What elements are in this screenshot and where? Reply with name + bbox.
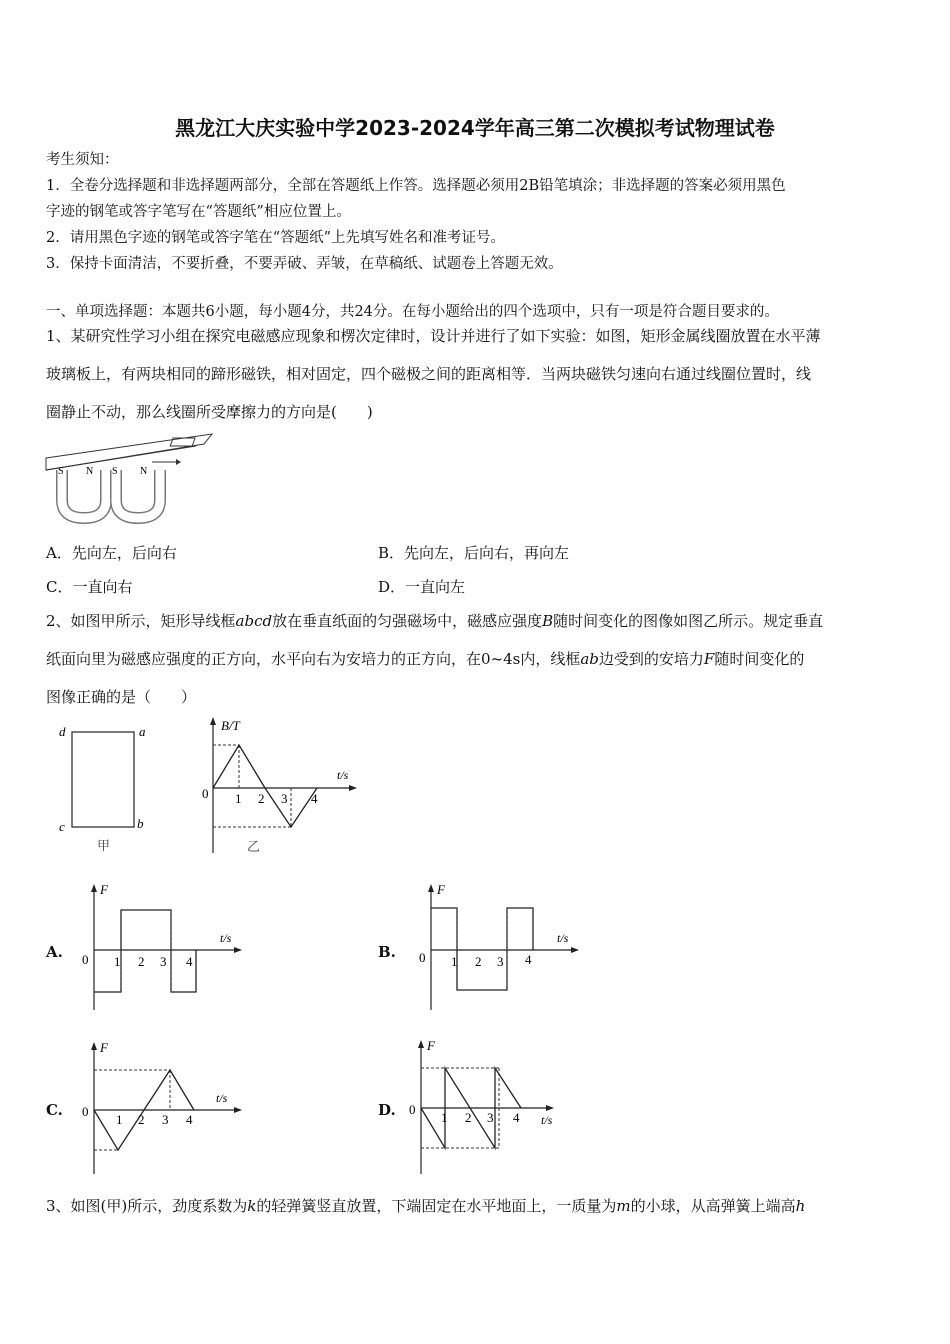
q1-line-3: 圈静止不动，那么线圈所受摩擦力的方向是( ): [46, 403, 373, 421]
q1-option-c[interactable]: C．一直向右: [46, 578, 133, 596]
tick-label: 4: [186, 954, 193, 969]
vertex-label-c: c: [59, 819, 65, 834]
tick-label: 4: [186, 1112, 193, 1127]
origin-label: 0: [409, 1102, 416, 1117]
q2-figure-yi: [195, 715, 365, 860]
tick-label: 4: [525, 952, 532, 967]
origin-label: 0: [202, 786, 209, 801]
tick-label: 3: [497, 954, 504, 969]
tick-label: 1: [441, 1110, 448, 1125]
notice-item-2: 2．请用黑色字迹的钢笔或答字笔在“答题纸”上先填写姓名和准考证号。: [46, 230, 506, 246]
pole-label: N: [86, 466, 94, 477]
tick-label: 2: [475, 954, 482, 969]
y-axis-label: F: [100, 1040, 108, 1055]
y-axis-label: F: [437, 882, 445, 897]
q2-option-b-label[interactable]: B.: [378, 943, 396, 961]
origin-label: 0: [82, 952, 89, 967]
y-axis-label: F: [427, 1038, 435, 1053]
vertex-label-a: a: [139, 724, 146, 739]
pole-label: N: [140, 466, 148, 477]
q1-line-1: 1、某研究性学习小组在探究电磁感应现象和楞次定律时，设计并进行了如下实验：如图，矩形金属线圈放置在水平薄: [46, 327, 821, 345]
q2-option-c-graph[interactable]: [78, 1038, 253, 1178]
tick-label: 2: [138, 1112, 145, 1127]
pole-label: S: [112, 466, 118, 477]
q2-figure-jia: [55, 720, 155, 855]
q2-option-b-graph[interactable]: [415, 880, 590, 1015]
q1-option-b[interactable]: B．先向左，后向右，再向左: [378, 544, 570, 562]
y-axis-label: B/T: [221, 718, 240, 733]
x-axis-label: t/s: [541, 1113, 553, 1127]
glass-plate: [46, 434, 212, 470]
page-title: 黑龙江大庆实验中学2023-2024学年高三第二次模拟考试物理试卷: [175, 116, 775, 140]
vertex-label-d: d: [59, 724, 66, 739]
tick-label: 2: [258, 791, 265, 806]
f-t-curve: [431, 908, 533, 990]
origin-label: 0: [82, 1104, 89, 1119]
q1-option-d[interactable]: D．一直向左: [378, 578, 466, 596]
vertex-label-b: b: [137, 816, 144, 831]
section-1-heading: 一、单项选择题：本题共6小题，每小题4分，共24分。在每小题给出的四个选项中，只有一项是符合题目要求的。: [46, 304, 779, 320]
x-axis-label: t/s: [220, 931, 232, 945]
x-axis-label: t/s: [557, 931, 569, 945]
figure-caption: 乙: [247, 839, 261, 854]
q2-line-3: 图像正确的是（ ）: [46, 688, 197, 706]
q1-line-2: 玻璃板上，有两块相同的蹄形磁铁，相对固定，四个磁极之间的距离相等．当两块磁铁匀速向右通过线圈位置时，线: [46, 365, 812, 383]
tick-label: 4: [311, 791, 318, 806]
pole-label: S: [58, 466, 64, 477]
tick-label: 2: [138, 954, 145, 969]
x-axis-label: t/s: [216, 1091, 228, 1105]
q2-option-a-graph[interactable]: [78, 880, 253, 1015]
q3-line-1: 3、如图(甲)所示，劲度系数为k的轻弹簧竖直放置，下端固定在水平地面上，一质量为m的小球，从高弹簧上端高h: [46, 1197, 806, 1215]
y-axis-label: F: [100, 882, 108, 897]
q1-magnet-figure: [40, 430, 220, 530]
q2-line-1: 2、如图甲所示，矩形导线框abcd放在垂直纸面的匀强磁场中，磁感应强度B随时间变化的图像如图乙所示。规定垂直: [46, 612, 824, 630]
notice-item-1-line-1: 1．全卷分选择题和非选择题两部分，全部在答题纸上作答。选择题必须用2B铅笔填涂；非选择题的答案必须用黑色: [46, 178, 786, 194]
tick-label: 1: [116, 1112, 123, 1127]
notice-item-3: 3．保持卡面清洁，不要折叠，不要弄破、弄皱，在草稿纸、试题卷上答题无效。: [46, 256, 563, 272]
q2-option-d-graph[interactable]: [405, 1036, 580, 1178]
q2-line-2: 纸面向里为磁感应强度的正方向，水平向右为安培力的正方向，在0~4s内，线框ab边受到的安培力F随时间变化的: [46, 650, 805, 668]
figure-caption: 甲: [97, 838, 111, 853]
tick-label: 1: [451, 954, 458, 969]
tick-label: 3: [487, 1110, 494, 1125]
tick-label: 2: [465, 1110, 472, 1125]
tick-label: 3: [160, 954, 167, 969]
q2-option-a-label[interactable]: A.: [46, 943, 63, 961]
tick-label: 3: [162, 1112, 169, 1127]
f-t-curve: [94, 910, 196, 992]
tick-label: 1: [235, 791, 242, 806]
q1-option-a[interactable]: A．先向左，后向右: [46, 544, 177, 562]
notice-item-1-line-2: 字迹的钢笔或答字笔写在“答题纸”相应位置上。: [46, 204, 351, 220]
tick-label: 3: [281, 791, 288, 806]
notice-heading: 考生须知：: [46, 152, 119, 168]
q2-option-d-label[interactable]: D.: [378, 1101, 396, 1119]
tick-label: 4: [513, 1110, 520, 1125]
q2-option-c-label[interactable]: C.: [46, 1101, 63, 1119]
tick-label: 1: [114, 954, 121, 969]
x-axis-label: t/s: [337, 768, 349, 782]
wire-frame-abcd: [72, 732, 134, 827]
origin-label: 0: [419, 950, 426, 965]
b-t-curve: [213, 745, 317, 827]
